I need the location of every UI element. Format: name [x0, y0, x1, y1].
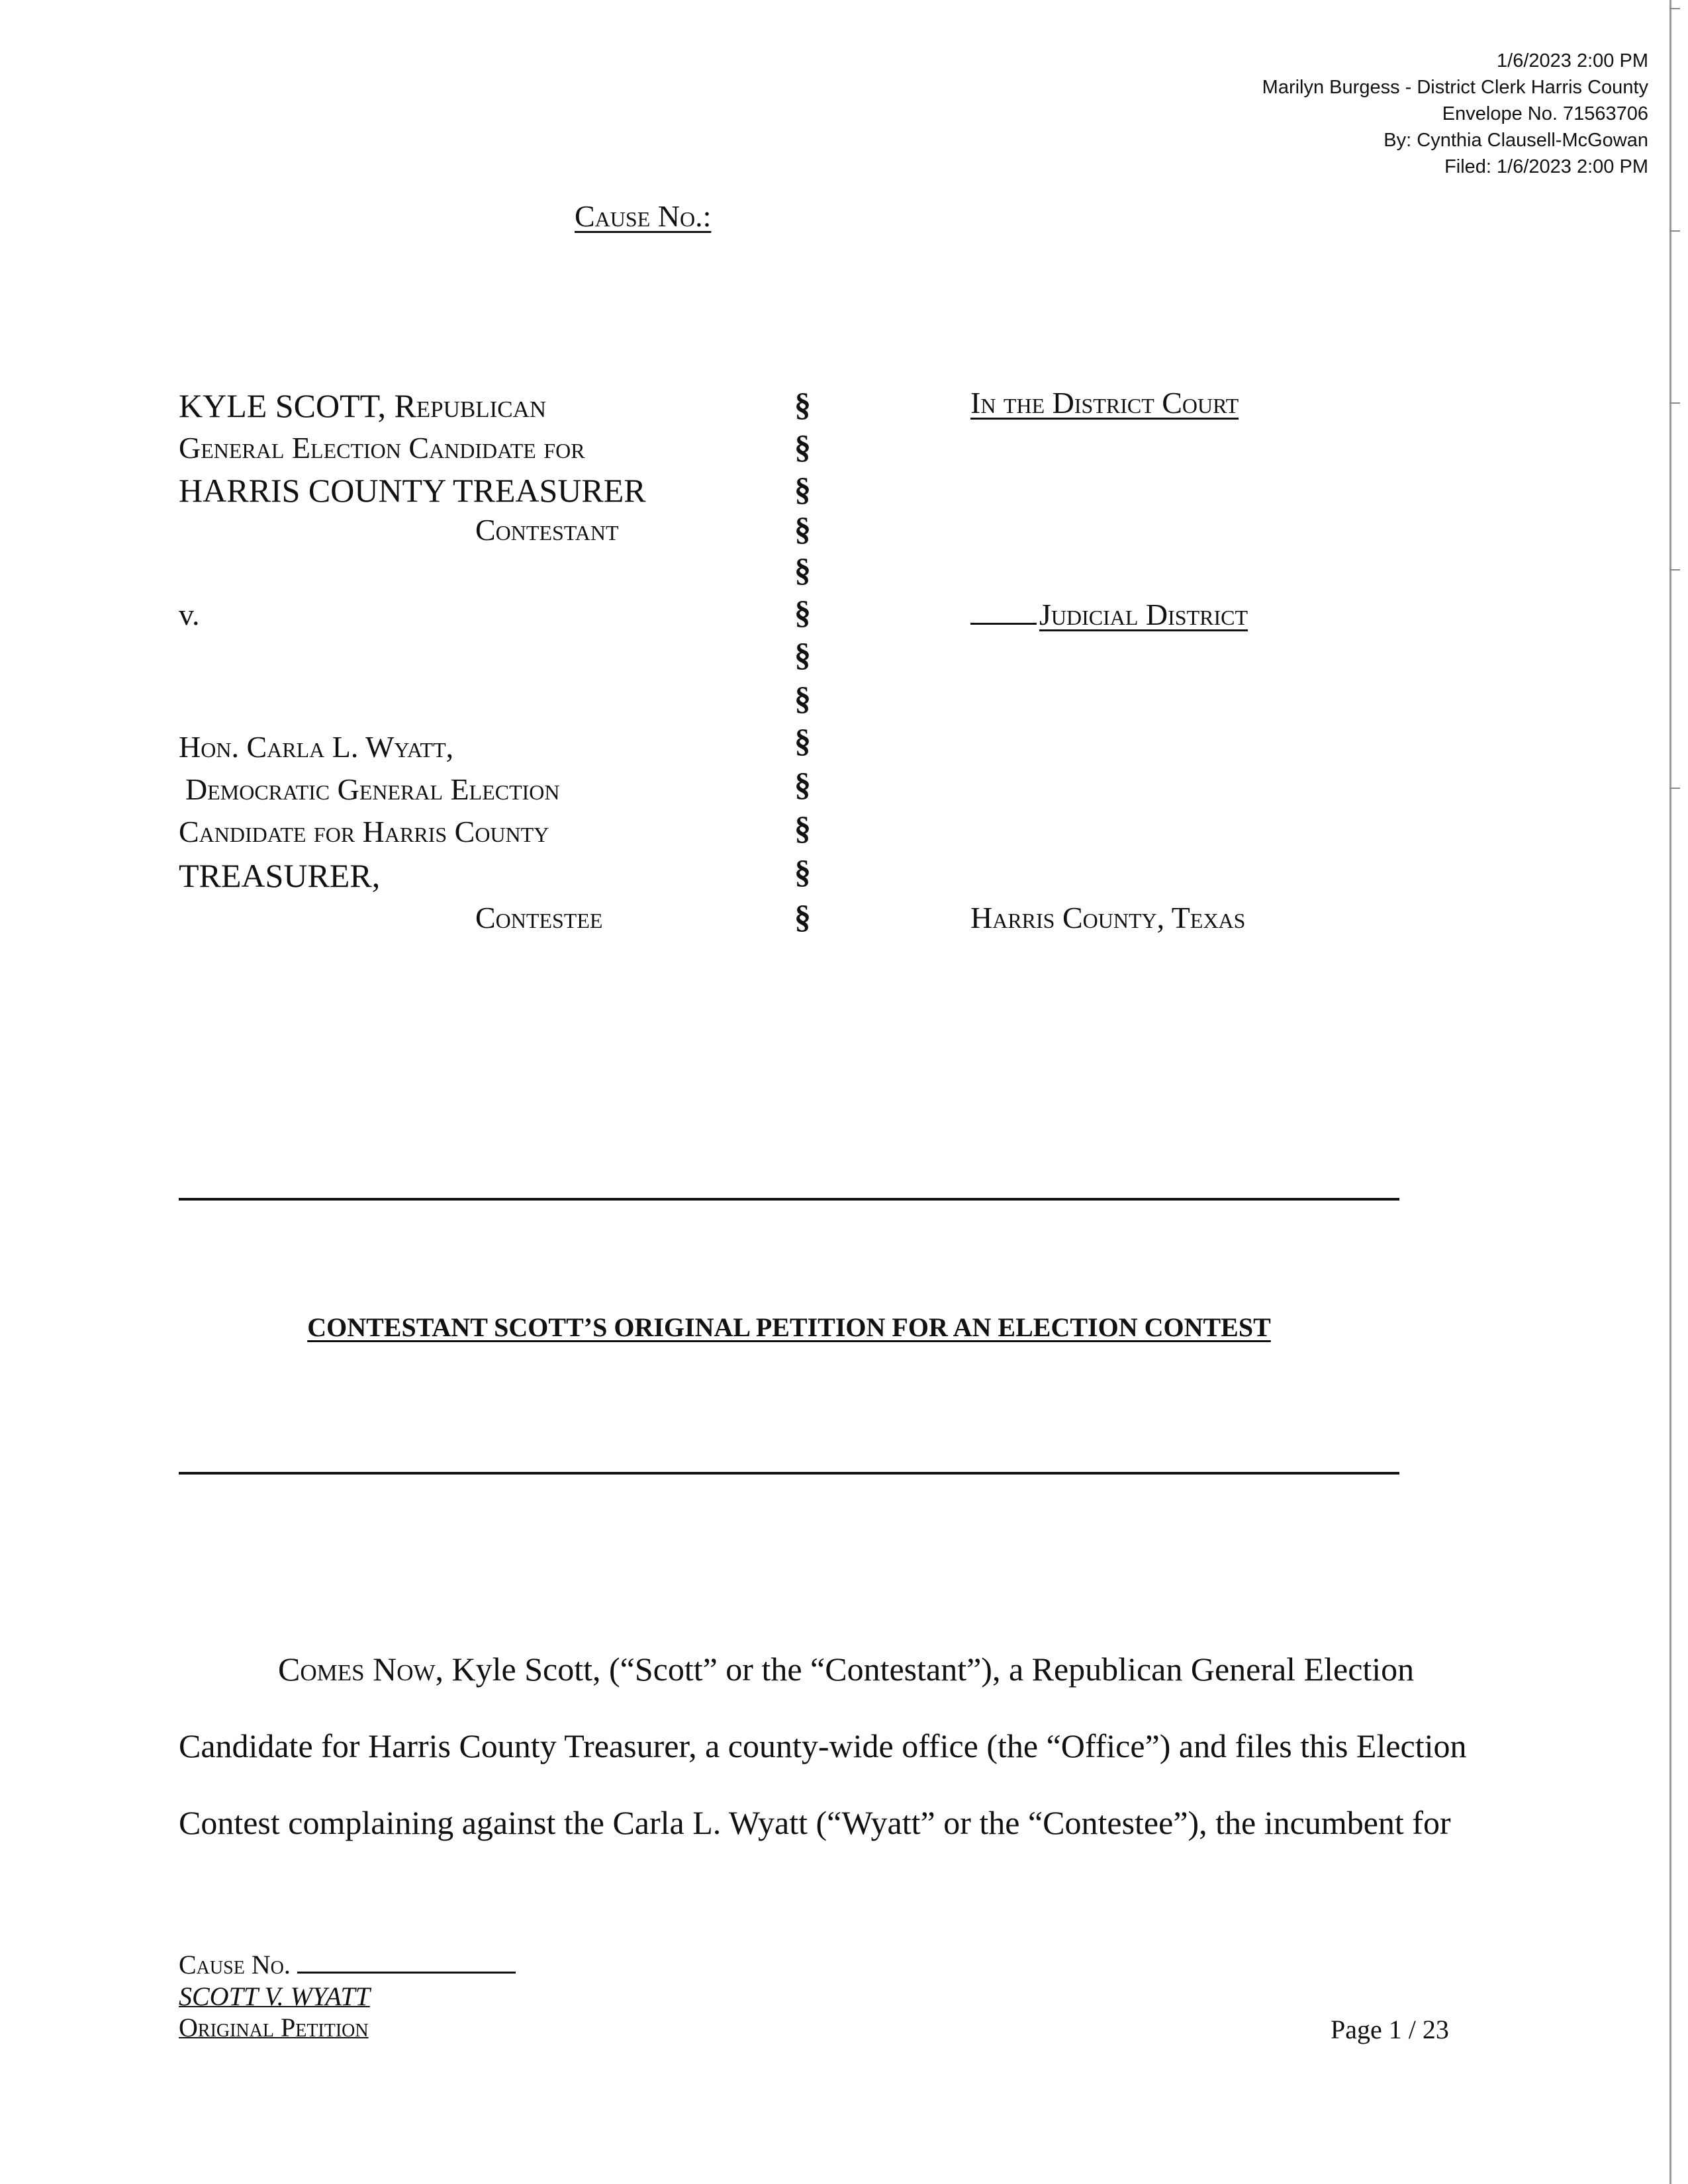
section-symbol: § [794, 471, 811, 508]
scan-edge-tick [1669, 8, 1680, 9]
caption-contestant-line2: General Election Candidate for [179, 431, 585, 465]
body-paragraph-line1: Comes Now, Kyle Scott, (“Scott” or the “Contestant”), a Republican General Election [278, 1651, 1415, 1688]
scan-edge-line [1669, 0, 1671, 2184]
caption-contestee-line1: Hon. Carla L. Wyatt, [179, 730, 454, 764]
district-number-blank [970, 623, 1037, 625]
stamp-datetime: 1/6/2023 2:00 PM [1497, 50, 1648, 71]
section-symbol: § [794, 594, 811, 631]
section-symbol: § [794, 853, 811, 890]
cause-number-heading: Cause No.: [575, 199, 712, 233]
section-symbol: § [794, 722, 811, 759]
caption-contestant-line3: HARRIS COUNTY TREASURER [179, 472, 646, 509]
scan-edge-tick [1669, 402, 1680, 404]
section-symbol: § [794, 766, 811, 803]
court-name: In the District Court [970, 386, 1239, 420]
title-rule-bottom [179, 1472, 1399, 1475]
footer-case-name: SCOTT V. WYATT [179, 1981, 370, 2011]
stamp-by: By: Cynthia Clausell-McGowan [1383, 130, 1648, 151]
section-symbol: § [794, 428, 811, 465]
document-title: CONTESTANT SCOTT’S ORIGINAL PETITION FOR AN ELECTION CONTEST [307, 1312, 1271, 1342]
footer-document-title: Original Petition [179, 2013, 369, 2042]
section-symbol: § [794, 551, 811, 588]
scan-edge-tick [1669, 788, 1680, 789]
filing-stamp [920, 48, 1648, 180]
caption-contestee-line2: Democratic General Election [185, 772, 560, 806]
caption-contestant-line1: KYLE SCOTT, Republican [179, 387, 547, 424]
judicial-district: Judicial District [970, 600, 1248, 630]
body-paragraph-line3: Contest complaining against the Carla L. Wyatt (“Wyatt” or the “Contestee”), the incumbent for [179, 1804, 1451, 1841]
caption-contestant-role: Contestant [475, 513, 619, 547]
stamp-filed: Filed: 1/6/2023 2:00 PM [1444, 156, 1648, 177]
county-state: Harris County, Texas [970, 901, 1246, 934]
stamp-clerk: Marilyn Burgess - District Clerk Harris County [1262, 77, 1648, 98]
caption-versus: v. [179, 598, 200, 631]
stamp-envelope: Envelope No. 71563706 [1442, 103, 1648, 124]
scan-edge-tick [1669, 230, 1680, 232]
section-symbol: § [794, 809, 811, 846]
scan-edge-tick [1669, 569, 1680, 570]
footer-cause-number: Cause No. [179, 1949, 516, 1980]
section-symbol: § [794, 680, 811, 717]
section-symbol: § [794, 636, 811, 673]
title-rule-top [179, 1198, 1399, 1201]
section-symbol: § [794, 510, 811, 547]
section-symbol: § [794, 898, 811, 935]
section-symbol: § [794, 386, 811, 423]
caption-contestee-role: Contestee [475, 901, 603, 934]
caption-contestee-line4: TREASURER, [179, 857, 381, 894]
body-paragraph-line2: Candidate for Harris County Treasurer, a county-wide office (the “Office”) and files this Election [179, 1727, 1467, 1764]
caption-contestee-line3: Candidate for Harris County [179, 815, 549, 848]
page-number: Page 1 / 23 [1331, 2015, 1449, 2044]
footer-cause-blank [297, 1972, 516, 1974]
